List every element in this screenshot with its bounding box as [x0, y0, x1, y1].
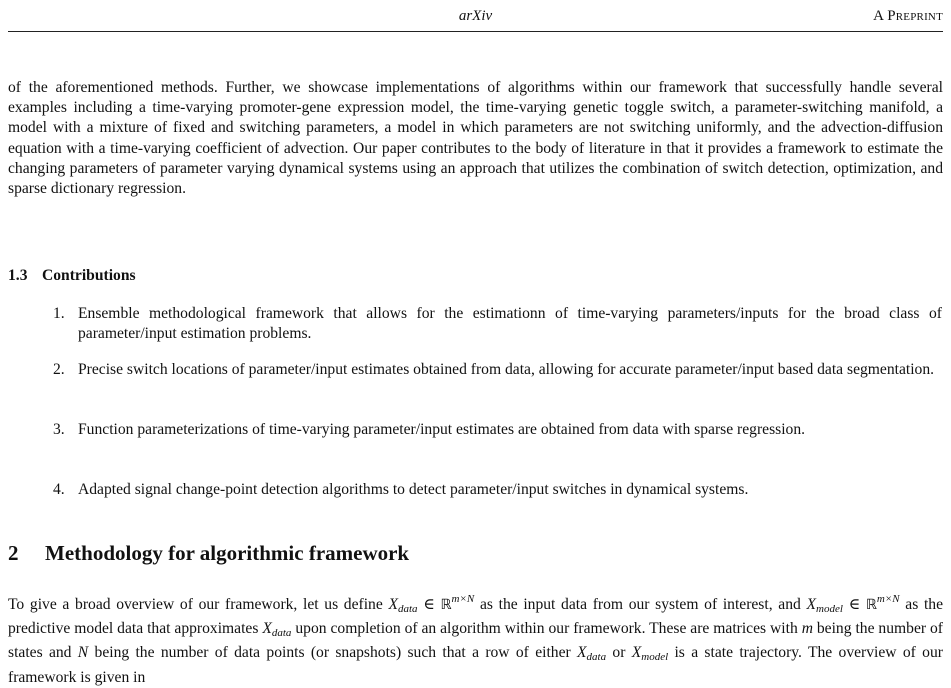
- math-x-data: $X_{data}$: [577, 644, 607, 664]
- list-item-text: Precise switch locations of parameter/input estimates obtained from data, allowing for accurate parameter/input based data segmentation.: [78, 361, 935, 378]
- list-item: [53, 480, 942, 500]
- list-item-number: 1.: [53, 305, 65, 322]
- running-header: [8, 6, 943, 26]
- list-item-text: Adapted signal change-point detection algorithms to detect parameter/input switches in dynamical systems.: [78, 481, 749, 498]
- header-preprint-label: A Preprint: [873, 8, 943, 24]
- section-heading: [8, 540, 409, 566]
- subsection-heading: [8, 266, 136, 286]
- header-rule: [8, 31, 943, 32]
- method-paragraph: [8, 589, 943, 688]
- text-run: being the number of data points (or snapshots) such that a row of either: [88, 644, 578, 662]
- subsection-title: Contributions: [42, 267, 136, 284]
- math-x-model: $X_{model}$ ∈ ℝ$^{m\times N}$: [806, 593, 900, 615]
- paper-page: [8, 0, 944, 686]
- header-venue: arXiv: [458, 8, 493, 24]
- text-run: as the input data from our system of interest, and: [474, 596, 807, 613]
- text-run: is a state trajectory. The overview of our framework is given in: [8, 644, 943, 686]
- math-n: N: [77, 644, 89, 662]
- math-x-data: $X_{data}$ ∈ ℝ$^{m\times N}$: [388, 593, 475, 615]
- subsection-number: 1.3: [8, 267, 28, 284]
- math-x-data: $X_{data}$: [262, 620, 292, 640]
- text-run: upon completion of an algorithm within our framework. These are matrices with: [291, 620, 802, 638]
- section-number: 2: [8, 541, 19, 565]
- list-item-number: 4.: [53, 481, 65, 498]
- list-item-number: 2.: [53, 361, 65, 378]
- text-run: or: [606, 644, 632, 662]
- intro-paragraph: of the aforementioned methods. Further, we showcase implementations of algorithms within our framework that successfully handle several examples including a time-varying promoter-gene expression model, the time-varying genetic toggle switch, a parameter-switching manifold, a model with a mixture of fixed and switching parameters, a model in which parameters are not switching uniformly, and the advection-diffusion equation with a time-varying coefficient of advection. Our paper contributes to the body of literature in that it provides a framework to estimate the changing parameters of parameter varying dynamical systems using an approach that utilizes the combination of switch detection, optimization, and sparse dictionary regression.: [8, 79, 943, 198]
- text-run: being the number of states and: [8, 620, 943, 662]
- list-item-text: Function parameterizations of time-varying parameter/input estimates are obtained from data with sparse regression.: [78, 421, 806, 438]
- math-m: m: [801, 620, 813, 638]
- text-run: as the predictive model data that approximates: [8, 596, 944, 638]
- list-item: [53, 304, 942, 344]
- text-run: To give a broad overview of our framework, let us define: [8, 596, 389, 613]
- math-x-model: $X_{model}$: [631, 644, 669, 664]
- list-item: [53, 420, 942, 440]
- section-title: Methodology for algorithmic framework: [45, 541, 410, 565]
- list-item-text: Ensemble methodological framework that allows for the estimationn of time-varying parameters/inputs for the broad class of parameter/input estimation problems.: [78, 305, 942, 343]
- list-item-number: 3.: [53, 421, 65, 438]
- list-item: [53, 360, 942, 380]
